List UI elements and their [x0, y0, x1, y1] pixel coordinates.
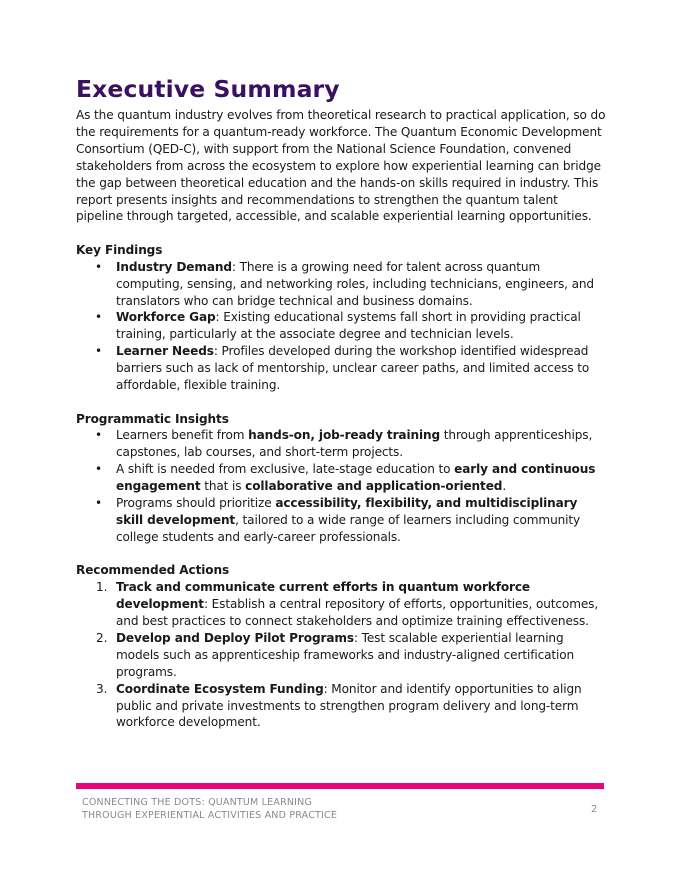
- item-text: A shift is needed from exclusive, late-stage education to: [116, 462, 455, 477]
- item-text: : There is a growing need for talent across quantum computing, sensing, and networking roles, including technicians, engineers, and translators who can bridge technical and business domains.: [116, 259, 594, 308]
- programmatic-insights-heading: Programmatic Insights: [76, 411, 229, 426]
- key-findings-heading: Key Findings: [76, 242, 163, 257]
- item-label: Coordinate Ecosystem Funding: [116, 681, 324, 696]
- page-number: 2: [591, 804, 598, 815]
- footer-running-title: [82, 797, 337, 822]
- item-text: : Establish a central repository of efforts, opportunities, outcomes, and best practices to connect stakeholders and optimize training effectiveness.: [116, 597, 599, 628]
- item-text: : Existing educational systems fall short in providing practical training, particularly at the associate degree and technician levels.: [116, 310, 581, 342]
- item-label: Track and communicate current efforts in quantum workforce development: [116, 580, 531, 612]
- item-text: : Test scalable experiential learning models such as apprenticeship frameworks and industry-aligned certification programs.: [116, 630, 575, 679]
- page-title: Executive Summary: [76, 75, 340, 103]
- list-item: [76, 259, 606, 310]
- item-text: , tailored to a wide range of learners including community college students and early-career professionals.: [116, 512, 581, 544]
- item-emphasis: collaborative and application-oriented: [245, 479, 503, 494]
- bullet-icon: •: [95, 344, 103, 359]
- item-label: Industry Demand: [116, 259, 232, 274]
- key-findings-list: [76, 259, 606, 394]
- bullet-icon: •: [95, 310, 103, 325]
- list-item: [76, 579, 606, 630]
- list-item: [76, 309, 606, 343]
- footer-line: THROUGH EXPERIENTIAL ACTIVITIES AND PRACTICE: [82, 809, 338, 821]
- item-label: Learner Needs: [116, 344, 214, 359]
- recommended-actions-list: [76, 579, 606, 731]
- item-text: : Profiles developed during the workshop identified widespread barriers such as lack of mentorship, unclear career paths, and limited access to affordable, flexible training.: [116, 344, 590, 393]
- bullet-icon: •: [95, 259, 103, 274]
- item-emphasis: accessibility, flexibility, and multidisciplinary skill development: [116, 496, 578, 527]
- item-text: Learners benefit from: [116, 428, 249, 443]
- recommended-actions-heading: Recommended Actions: [76, 563, 230, 578]
- item-text: Programs should prioritize: [116, 496, 276, 511]
- intro-paragraph: As the quantum industry evolves from theoretical research to practical application, so do the requirements for a quantum-ready workforce. The Quantum Economic Development Consortium (QED-C), with support from the National Science Foundation, convened stakeholders from across the ecosystem to explore how experiential learning can bridge the gap between theoretical education and the hands-on skills required in industry. This report presents insights and recommendations to strengthen the quantum talent pipeline through targeted, accessible, and scalable experiential learning opportunities.: [76, 108, 606, 224]
- item-text: through apprenticeships, capstones, lab courses, and short-term projects.: [116, 428, 593, 460]
- item-label: Workforce Gap: [116, 310, 216, 325]
- item-emphasis: hands-on, job-ready training: [248, 428, 441, 443]
- bullet-icon: •: [95, 428, 103, 443]
- footer-line: CONNECTING THE DOTS: QUANTUM LEARNING: [82, 797, 313, 808]
- list-item: [76, 495, 606, 546]
- item-text: that is: [200, 479, 246, 494]
- list-item: [76, 343, 606, 394]
- list-number: 1.: [96, 580, 108, 595]
- list-item: [76, 681, 606, 732]
- list-item: [76, 461, 606, 495]
- document-page: [76, 74, 606, 731]
- list-number: 2.: [96, 630, 108, 645]
- bullet-icon: •: [95, 496, 103, 511]
- item-label: Develop and Deploy Pilot Programs: [116, 630, 354, 645]
- item-text: : Monitor and identify opportunities to align public and private investments to strengthen program delivery and long-term workforce development.: [116, 681, 582, 730]
- programmatic-insights-list: [76, 427, 606, 545]
- bullet-icon: •: [95, 462, 103, 477]
- list-item: [76, 427, 606, 461]
- footer-accent-bar: [76, 783, 604, 789]
- item-emphasis: early and continuous engagement: [116, 462, 596, 494]
- list-item: [76, 630, 606, 681]
- item-text: .: [502, 479, 507, 494]
- list-number: 3.: [96, 681, 108, 696]
